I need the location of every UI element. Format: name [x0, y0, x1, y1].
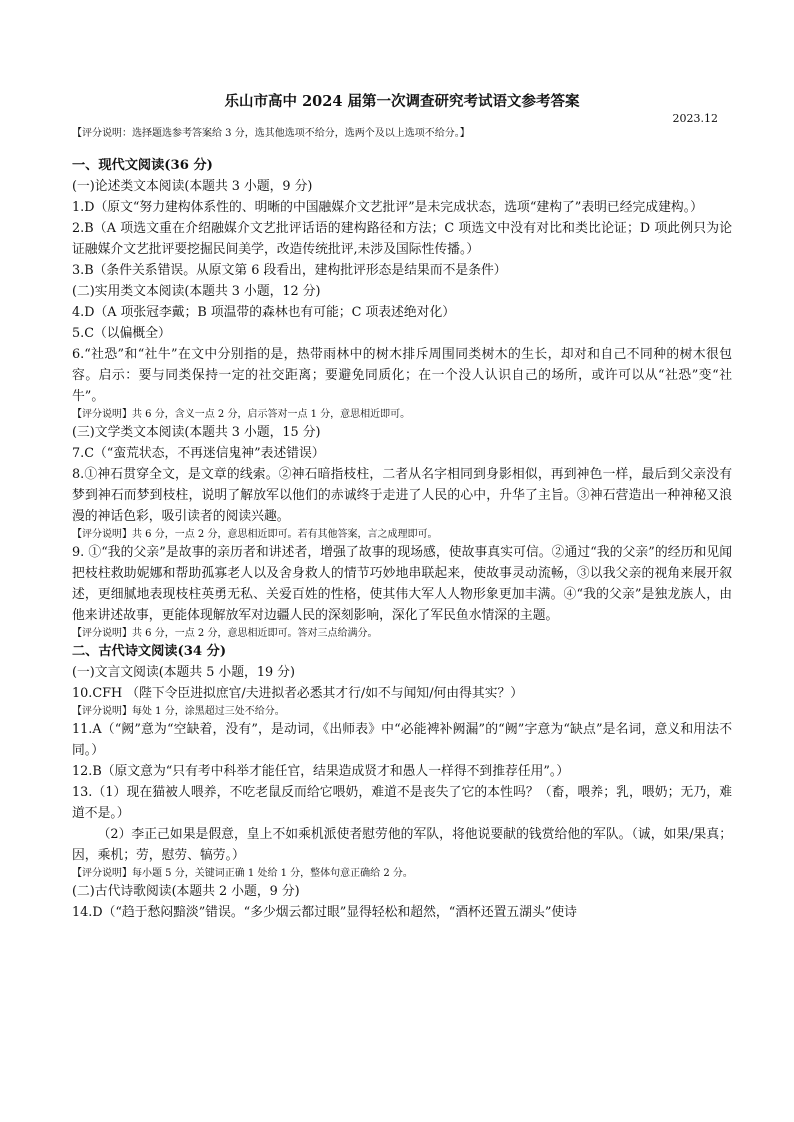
subsection-heading: (二)古代诗歌阅读(本题共 2 小题，9 分) [72, 884, 300, 899]
answer-paragraph: 12.B（原文意为“只有考中科举才能任官，结果造成贤才和愚人一样得不到推荐任用”。） [72, 764, 570, 779]
scoring-note: 【评分说明】每小题 5 分，关键词正确 1 处给 1 分，整体句意正确给 2 分。 [72, 868, 413, 879]
spacer [72, 141, 732, 155]
answer-paragraph: 4.D（A 项张冠李戴；B 项温带的森林也有可能；C 项表述绝对化） [72, 305, 456, 320]
answer-paragraph-indented: （2）李正己如果是假意，皇上不如乘机派使者慰劳他的军队，将他说要献的钱赏给他的军队。（诚，如果/果真；因，乘机；劳，慰劳、犒劳。） [72, 827, 732, 863]
answer-body [72, 155, 732, 923]
section-heading: 二、古代诗文阅读(34 分) [72, 644, 227, 659]
scoring-note: 【评分说明】共 6 分，含义一点 2 分，启示答对一点 1 分，意思相近即可。 [72, 409, 411, 420]
answer-paragraph: 2.B（A 项选文重在介绍融媒介文艺批评话语的建构路径和方法；C 项选文中没有对比和类比论证；D 项此例只为论证融媒介文艺批评要挖掘民间美学，改造传统批评,未涉及国际性传播。） [72, 221, 732, 257]
answer-paragraph: 8.①神石贯穿全文，是文章的线索。②神石暗指枝柱，二者从名字相同到身影相似，再到神色一样，最后到父亲没有梦到神石而梦到枝柱，说明了解放军以他们的赤诚终于走进了人民的心中，升华了主旨。③神石营造出一种神秘又浪漫的神话色彩，吸引读者的阅读兴趣。 [72, 467, 732, 524]
answer-paragraph: 13.（1）现在猫被人喂养，不吃老鼠反而给它喂奶，难道不是丧失了它的本性吗？（畜，喂养；乳，喂奶；无乃，难道不是。） [72, 785, 732, 821]
answer-paragraph: 1.D（原文“努力建构体系性的、明晰的中国融媒介文艺批评”是未完成状态，选项“建构了”表明已经完成建构。） [72, 200, 703, 215]
scoring-note: 【评分说明】共 6 分，一点 2 分，意思相近即可。答对三点给满分。 [72, 628, 378, 639]
subsection-heading: (二)实用类文本阅读(本题共 3 小题，12 分) [72, 284, 321, 299]
scoring-note: 【评分说明】每处 1 分，涂黑超过三处不给分。 [72, 706, 285, 717]
answer-paragraph: 7.C（“蛮荒状态，不再迷信鬼神”表述错误） [72, 446, 325, 461]
section-heading: 一、现代文阅读(36 分) [72, 158, 213, 173]
scoring-note: 【评分说明：选择题选参考答案给 3 分，选其他选项不给分，选两个及以上选项不给分。】 [72, 128, 470, 139]
answer-paragraph: 3.B（条件关系错误。从原文第 6 段看出，建构批评形态是结果而不是条件） [72, 263, 507, 278]
answer-paragraph: 14.D（“趋于愁闷黯淡”错误。“多少烟云都过眼”显得轻松和超然，“酒杯还置五湖头”使诗 [72, 905, 577, 920]
subsection-heading: (一)论述类文本阅读(本题共 3 小题，9 分) [72, 179, 313, 194]
answer-sheet [72, 92, 732, 923]
page-title: 乐山市高中 2024 届第一次调查研究考试语文参考答案 [224, 93, 580, 110]
answer-paragraph: 5.C（以偏概全） [72, 326, 171, 341]
subsection-heading: (三)文学类文本阅读(本题共 3 小题，15 分) [72, 425, 321, 440]
answer-paragraph: 6.“社恐”和“社牛”在文中分别指的是，热带雨林中的树木排斥周围同类树木的生长，却对和自己不同种的树木很包容。启示：要与同类保持一定的社交距离；要避免同质化；在一个没人认识自己的场所，或许可以从“社恐”变“社牛”。 [72, 347, 732, 404]
scoring-note: 【评分说明】共 6 分，一点 2 分，意思相近即可。若有其他答案，言之成理即可。 [72, 529, 438, 540]
answer-paragraph: 11.A（“阙”意为“空缺着，没有”，是动词，《出师表》中“必能裨补阙漏”的“阙”字意为“缺点”是名词，意义和用法不同。） [72, 722, 732, 758]
subsection-heading: (一)文言文阅读(本题共 5 小题，19 分) [72, 665, 295, 680]
answer-paragraph: 10.CFH （陛下令臣进拟庶官/夫进拟者必悉其才行/如不与闻知/何由得其实？） [72, 686, 524, 701]
answer-paragraph: 9. ①“我的父亲”是故事的亲历者和讲述者，增强了故事的现场感，使故事真实可信。②通过“我的父亲”的经历和见闻把枝柱救助妮娜和帮助孤寡老人以及舍身救人的情节巧妙地串联起来，使故事灵动流畅，③以我父亲的视角来展开叙述，更细腻地表现枝柱英勇无私、关爱百姓的性格，使其伟大军人人物形象更加丰满。④“我的父亲”是独龙族人，由他来讲述故事，更能体现解放军对边疆人民的深刻影响，深化了军民鱼水情深的主题。 [72, 545, 732, 623]
date-label: 2023.12 [672, 112, 718, 125]
